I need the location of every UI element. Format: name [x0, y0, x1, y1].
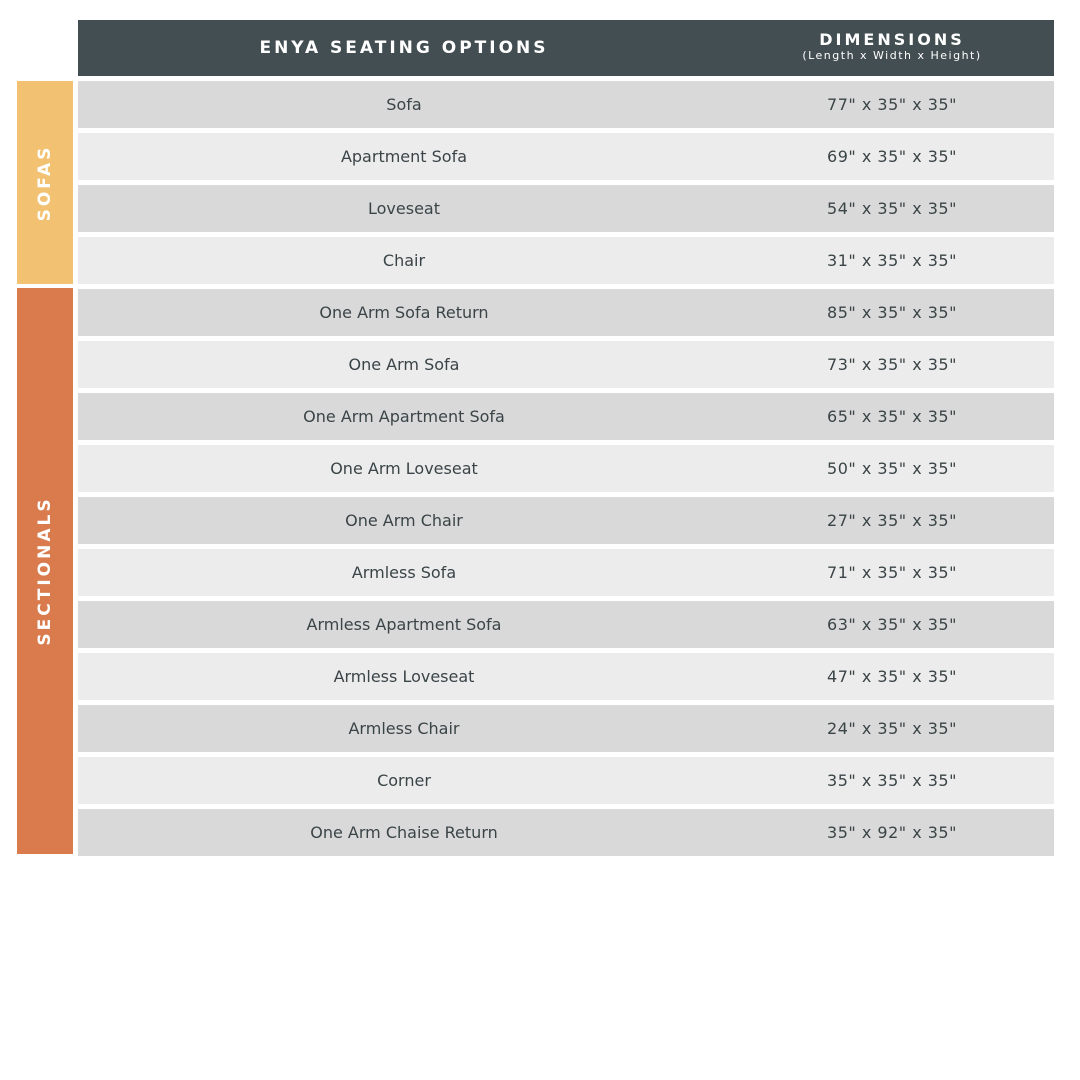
dimensions-subtitle: (Length x Width x Height) [802, 49, 982, 62]
seating-option-dimensions: 71" x 35" x 35" [827, 563, 957, 582]
seating-option-dimensions: 31" x 35" x 35" [827, 251, 957, 270]
seating-option-name: Chair [382, 251, 426, 270]
table-row [78, 601, 1054, 648]
table-row [78, 757, 1054, 804]
seating-option-name: Corner [377, 771, 431, 790]
seating-option-name: Apartment Sofa [340, 147, 468, 166]
table-row [78, 81, 1054, 128]
seating-option-name: Sofa [386, 95, 422, 114]
table-row [78, 393, 1054, 440]
seating-option-name: Loveseat [368, 199, 440, 218]
category-label-sectionals: SECTIONALS [35, 496, 55, 646]
seating-option-dimensions: 35" x 35" x 35" [827, 771, 957, 790]
category-sofas [17, 81, 73, 284]
table-row [78, 497, 1054, 544]
seating-option-name: One Arm Sofa [348, 355, 460, 374]
seating-option-name: One Arm Sofa Return [319, 303, 489, 322]
table-title: ENYA SEATING OPTIONS [259, 38, 549, 58]
table-row [78, 185, 1054, 232]
table-row [78, 289, 1054, 336]
seating-option-name: One Arm Chaise Return [310, 823, 498, 842]
seating-option-dimensions: 35" x 92" x 35" [827, 823, 957, 842]
seating-option-dimensions: 54" x 35" x 35" [827, 199, 957, 218]
table-body [78, 81, 1054, 861]
seating-option-dimensions: 65" x 35" x 35" [827, 407, 957, 426]
seating-option-name: One Arm Apartment Sofa [303, 407, 505, 426]
table-row [78, 341, 1054, 388]
seating-option-dimensions: 69" x 35" x 35" [827, 147, 957, 166]
table-row [78, 445, 1054, 492]
seating-option-dimensions: 47" x 35" x 35" [827, 667, 957, 686]
table-row [78, 653, 1054, 700]
seating-option-dimensions: 27" x 35" x 35" [827, 511, 957, 530]
seating-option-name: Armless Apartment Sofa [306, 615, 502, 634]
dimensions-title: DIMENSIONS [819, 30, 965, 49]
category-sectionals [17, 288, 73, 854]
table-row [78, 133, 1054, 180]
seating-option-dimensions: 63" x 35" x 35" [827, 615, 957, 634]
table-row [78, 549, 1054, 596]
category-label-sofas: SOFAS [35, 144, 55, 221]
seating-option-name: Armless Sofa [351, 563, 457, 582]
seating-option-name: One Arm Chair [345, 511, 463, 530]
seating-option-name: Armless Chair [348, 719, 460, 738]
seating-option-name: Armless Loveseat [333, 667, 475, 686]
dimensions-column-header [730, 20, 1054, 76]
table-row [78, 809, 1054, 856]
seating-option-dimensions: 85" x 35" x 35" [827, 303, 957, 322]
seating-option-dimensions: 24" x 35" x 35" [827, 719, 957, 738]
seating-option-dimensions: 73" x 35" x 35" [827, 355, 957, 374]
table-row [78, 237, 1054, 284]
table-row [78, 705, 1054, 752]
seating-option-dimensions: 50" x 35" x 35" [827, 459, 957, 478]
table-header [78, 20, 1054, 76]
seating-option-dimensions: 77" x 35" x 35" [827, 95, 957, 114]
seating-option-name: One Arm Loveseat [330, 459, 478, 478]
